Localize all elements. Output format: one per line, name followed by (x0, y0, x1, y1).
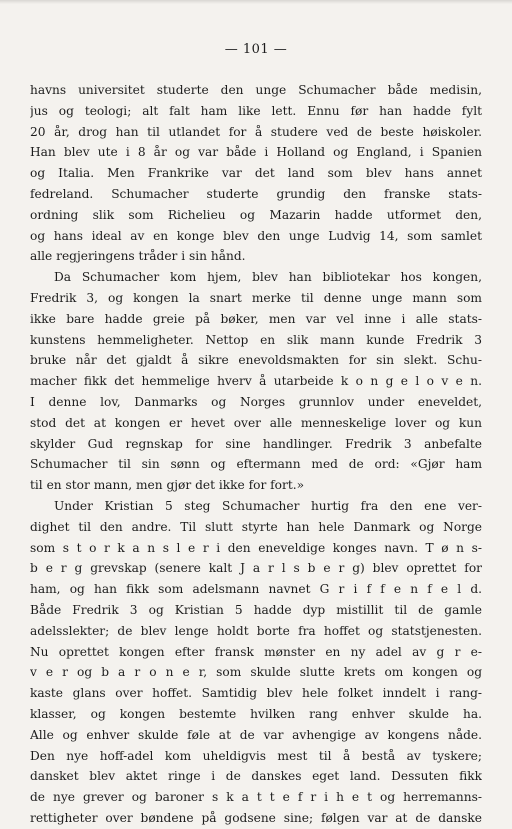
text-line: ikke bare hadde greie på bøker, men var vel inne i alle stats- (30, 311, 482, 326)
text-line: Under Kristian 5 steg Schumacher hurtig fra den ene ver- (54, 498, 482, 513)
text-line: Alle og enhver skulde føle at de var avhengige av kongens nåde. (30, 727, 482, 742)
text-line: fedreland. Schumacher studerte grundig den franske stats- (30, 186, 482, 201)
page-edge (0, 0, 512, 4)
text-line: dansket blev aktet ringe i de danskes eget land. Dessuten fikk (30, 769, 482, 784)
text-line: jus og teologi; alt falt ham like lett. Ennu før han hadde fylt (30, 103, 482, 118)
text-line: 20 år, drog han til utlandet for å studere ved de beste høiskoler. (30, 124, 482, 139)
text-line: kunstens hemmeligheter. Nettop en slik mann kunde Fredrik 3 (30, 332, 482, 347)
text-line: Han blev ute i 8 år og var både i Holland og England, i Spanien (30, 145, 482, 160)
text-line: havns universitet studerte den unge Schumacher både medisin, (30, 83, 482, 97)
text-line: som s t o r k a n s l e r i den eneveldige konges navn. T ø n s- (30, 540, 482, 555)
text-line: og hans ideal av en konge blev den unge Ludvig 14, som samlet (30, 228, 482, 243)
text-line: og Italia. Men Frankrike var det land som blev hans annet (30, 166, 482, 181)
text-line: dighet til den andre. Til slutt styrte han hele Danmark og Norge (30, 519, 482, 534)
text-line: Både Fredrik 3 og Kristian 5 hadde dyp mistillit til de gamle (30, 602, 482, 617)
text-line: bruke når det gjaldt å sikre enevoldsmakten for sin slekt. Schu- (30, 353, 482, 368)
text-line: stod det at kongen er hevet over alle menneskelige lover og kun (30, 415, 482, 430)
text-line: Den nye hoff-adel kom uheldigvis mest til å bestå av tyskere; (30, 748, 482, 763)
text-line: macher fikk det hemmelige hverv å utarbeide k o n g e l o v e n. (30, 374, 482, 389)
text-line: b e r g grevskap (senere kalt J a r l s b e r g) blev oprettet for (30, 561, 482, 576)
text-line: v e r og b a r o n e r, som skulde slutte krets om kongen og (30, 665, 482, 680)
text-line: Fredrik 3, og kongen la snart merke til denne unge mann som (30, 290, 482, 305)
text-line: alle regjeringens tråder i sin hånd. (30, 249, 246, 264)
text-line: klasser, og kongen bestemte hvilken rang enhver skulde ha. (30, 706, 482, 721)
text-line: til en stor mann, men gjør det ikke for fort.» (30, 478, 305, 493)
text-line: rettigheter over bøndene på godsene sine; følgen var at de danske (30, 810, 482, 825)
text-line: skylder Gud regnskap for sine handlinger. Fredrik 3 anbefalte (30, 436, 482, 451)
text-line: ordning slik som Richelieu og Mazarin hadde utformet den, (30, 207, 482, 222)
text-line: de nye grever og baroner s k a t t e f r i h e t og herremanns- (30, 790, 482, 805)
text-line: ham, og han fikk som adelsmann navnet G r i f f e n f e l d. (30, 582, 482, 597)
text-line: kaste glans over hoffet. Samtidig blev hele folket inndelt i rang- (30, 686, 482, 701)
text-line: Da Schumacher kom hjem, blev han bibliotekar hos kongen, (54, 270, 482, 285)
body-text (30, 80, 482, 829)
text-line: Nu oprettet kongen efter fransk mønster en ny adel av g r e- (30, 644, 482, 659)
text-line: Schumacher til sin sønn og eftermann med de ord: «Gjør ham (30, 457, 482, 472)
text-line: adelsslekter; de blev lenge holdt borte fra hoffet og statstjenesten. (30, 623, 482, 638)
text-line: I denne lov, Danmarks og Norges grunnlov under eneveldet, (30, 394, 482, 409)
page-number: — 101 — (224, 42, 288, 57)
